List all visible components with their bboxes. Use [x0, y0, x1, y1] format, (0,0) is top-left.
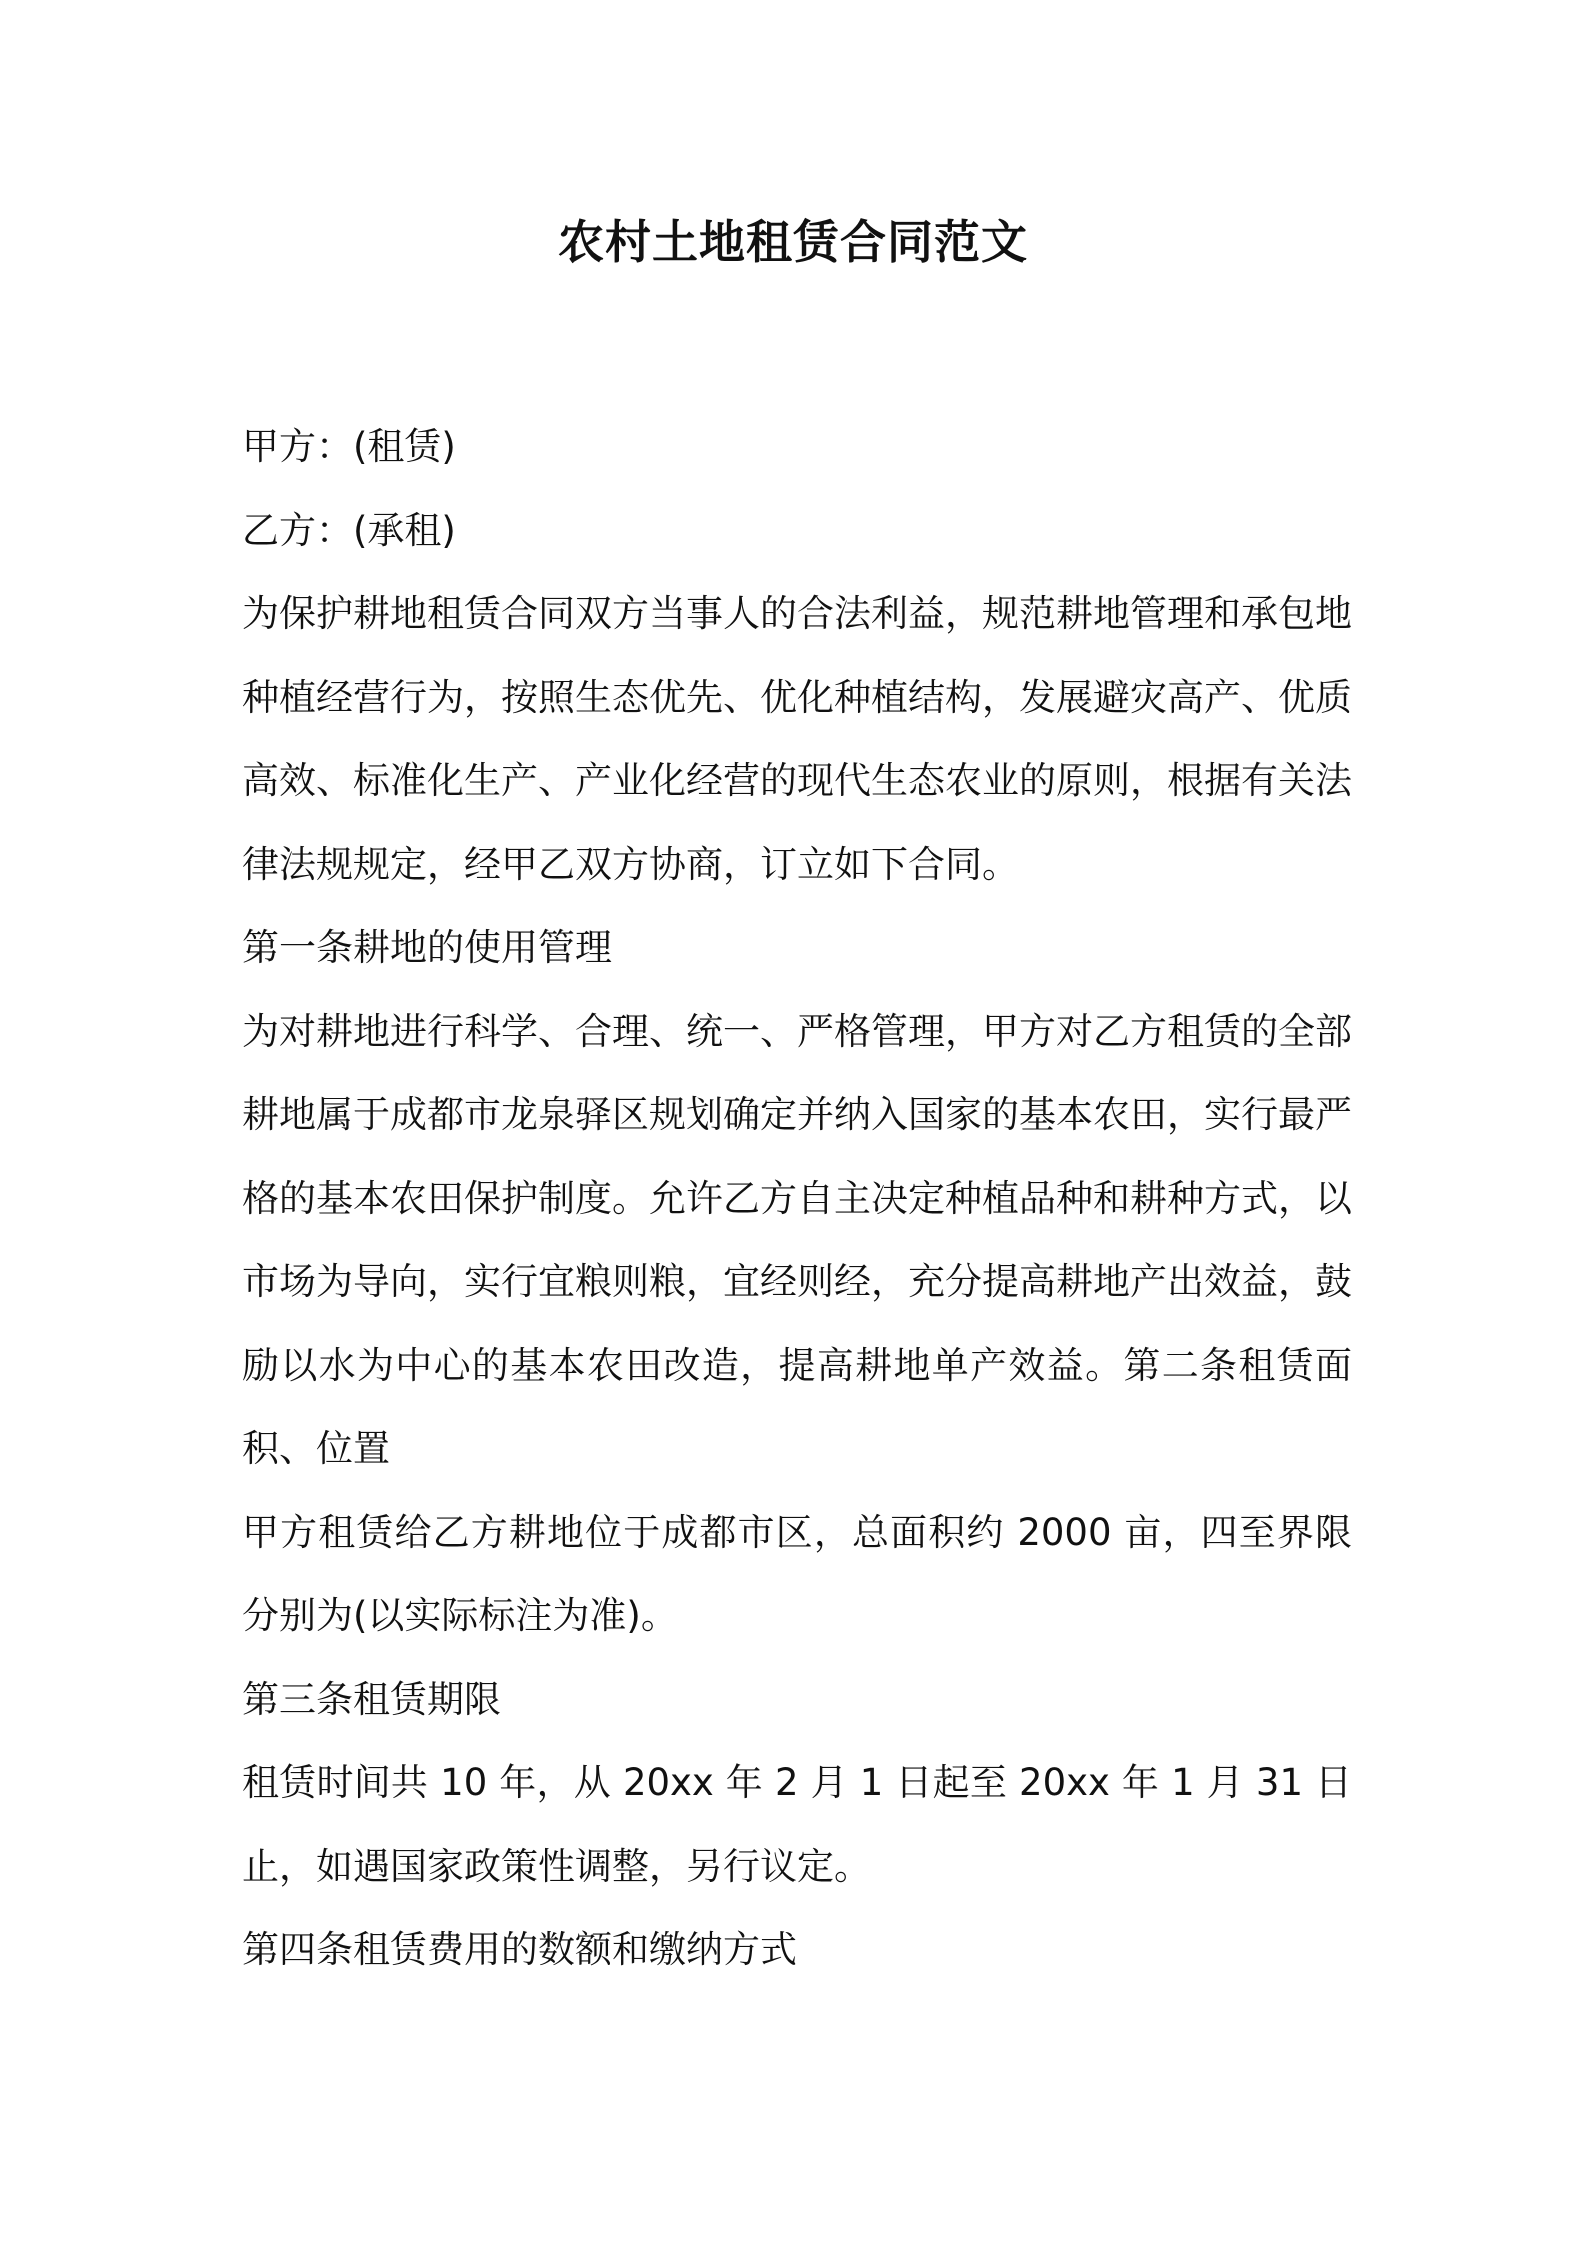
article-3-heading: 第三条租赁期限	[242, 1677, 501, 1721]
document-body	[242, 405, 1352, 1992]
preamble-paragraph: 为保护耕地租赁合同双方当事人的合法利益，规范耕地管理和承包地种植经营行为，按照生态优先、优化种植结构，发展避灾高产、优质高效、标准化生产、产业化经营的现代生态农业的原则，根据有关法律法规规定，经甲乙双方协商，订立如下合同。	[242, 592, 1352, 886]
document-title: 农村土地租赁合同范文	[558, 215, 1028, 269]
party-b-line: 乙方：(承租)	[242, 508, 456, 552]
article-1-heading: 第一条耕地的使用管理	[242, 926, 612, 969]
article-1-paragraph: 为对耕地进行科学、合理、统一、严格管理，甲方对乙方租赁的全部耕地属于成都市龙泉驿区规划确定并纳入国家的基本农田，实行最严格的基本农田保护制度。允许乙方自主决定种植品种和耕种方式，以市场为导向，实行宜粮则粮，宜经则经，充分提高耕地产出效益，鼓励以水为中心的基本农田改造，提高耕地单产效益。第二条租赁面积、位置	[242, 1009, 1352, 1470]
article-4-heading: 第四条租赁费用的数额和缴纳方式	[242, 1928, 797, 1971]
article-3-paragraph: 租赁时间共 10 年，从 20xx 年 2 月 1 日起至 20xx 年 1 月 31 日止，如遇国家政策性调整，另行议定。	[242, 1761, 1352, 1888]
party-a-line: 甲方：(租赁)	[242, 425, 456, 468]
article-2-paragraph: 甲方租赁给乙方耕地位于成都市区，总面积约 2000 亩，四至界限分别为(以实际标注为准)。	[242, 1510, 1352, 1637]
